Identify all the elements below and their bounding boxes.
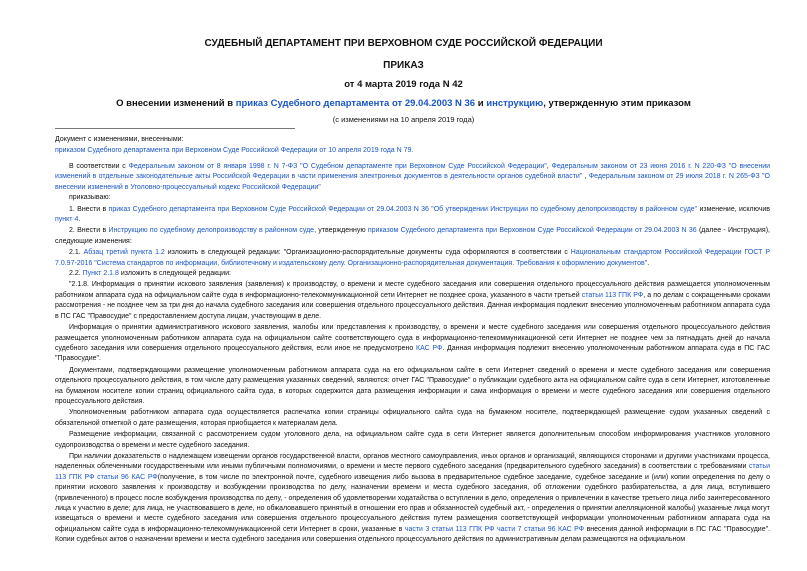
clause-link[interactable]: Пункт 2.1.8 <box>82 270 119 278</box>
paragraph-item-2 <box>55 226 770 247</box>
text: , утвержденную <box>314 227 368 235</box>
text: . Данная информация подлежит внесению уполномоченным работником аппарата суда в ПС ГАС "Правосудие". <box>55 344 770 363</box>
order-link[interactable]: приказом Судебного департамента при Верховном Суде Российской Федерации от 29.04.2003 N 36 <box>367 227 697 235</box>
paragraph-order: приказываю: <box>69 194 111 202</box>
paragraph-item-1 <box>55 205 770 226</box>
paragraph-item-2-1 <box>55 248 770 269</box>
doc-type: ПРИКАЗ <box>383 60 424 71</box>
paragraph-preamble <box>55 162 770 193</box>
text: Информация о принятии административного искового заявления, жалобы или представления к производству, о времени и месте судебного заседания или совершения отдельного процессуального действия размещается уполномоченным работником аппарата суда на официальном сайте соответствующего суда в информационно-телекоммуникационной сети Интернет не позднее чем за пятнадцать дней до начала судебного заседания или совершения отдельного процессуального действия, если иное не предусмотрено <box>55 324 770 352</box>
text: изменение, исключив <box>697 205 770 213</box>
amendment-note-label: Документ с изменениями, внесенными: <box>55 136 184 143</box>
paragraph-item-2-2 <box>55 269 770 279</box>
doc-title <box>0 98 807 109</box>
paragraph-printout: Уполномоченным работником аппарата суда осуществляется распечатка копии страницы официального сайта суда на бумажном носителе, подтверждающей размещение судом указанных сведений с обязательной отметкой о дате размещения, которая приобщается к материалам дела. <box>55 409 770 427</box>
text: 2. Внести в <box>69 227 109 235</box>
clause-link[interactable]: Абзац третий пункта 1.2 <box>83 249 165 257</box>
text: "2.1.8. Информация о принятии искового заявления (заявления) к производству, о времени и месте судебного заседания или совершения отдельного процессуального действия размещается уполномоченным работником аппарата суда на официальном сайте суда в информационно-телекоммуникационной сети Интернет не позднее срока, указанного в части третьей <box>55 281 770 299</box>
law-link[interactable]: Федеральным законом от 8 января 1998 г. N 7-ФЗ "О Судебном департаменте при Верховном Суде Российской Федерации" <box>128 163 547 170</box>
clause-link[interactable]: пункт 4 <box>55 216 79 224</box>
text: , <box>546 163 552 170</box>
paragraph-2-1-8 <box>55 280 770 322</box>
divider <box>55 128 295 129</box>
title-text: О внесении изменений в <box>116 98 236 109</box>
text: , а по делам с сокращенными сроками рассмотрения - не позднее чем за три дня до начала судебного заседания или совершения отдельного процессуального действия. Данная информация подлежит внесению уполномоченным работником аппарата суда в ПС ГАС "Правосудие" с предоставлением доступа лицам, участвующим в деле. <box>55 291 770 320</box>
edition-note: (с изменениями на 10 апреля 2019 года) <box>332 115 475 124</box>
title-text: и <box>475 98 487 109</box>
text: . <box>78 216 81 224</box>
text: 2.2. <box>69 270 83 278</box>
text: . <box>647 259 650 267</box>
instruction-link[interactable]: Инструкцию по судебному делопроизводству в районном суде <box>108 227 315 235</box>
paragraph-criminal: Размещение информации, связанной с рассмотрением судом уголовного дела, на официальном сайте суда в сети Интернет является дополнительным способом информирования участников уголовного судопроизводства о времени и месте судебного заседания. <box>55 431 770 449</box>
text: 2.1. <box>69 249 84 257</box>
code-link[interactable]: части 7 статьи 96 КАС РФ <box>497 525 585 533</box>
code-link[interactable]: КАС РФ <box>416 344 443 352</box>
text: При наличии доказательств о надлежащем извещении органов государственной власти, органов местного самоуправления, иных органов и организаций, являющихся сторонами и другими участниками процесса, наделенных облеченными государственными или иными публичными полномочиями, о времени и месте первого судебного заседания (предварительного судебного заседания) в соответствии с требованиями <box>55 452 770 471</box>
paragraph-notification <box>55 452 770 546</box>
title-link-order[interactable]: приказ Судебного департамента от 29.04.2003 N 36 <box>235 98 476 109</box>
text: (далее - Инструкция), следующие изменения: <box>55 227 770 245</box>
law-link[interactable]: Федеральным законом от 29 июля 2018 г. N 265-ФЗ "О внесении изменений в Уголовно-процессуальный кодекс Российской Федерации" <box>55 173 770 191</box>
paragraph-documents: Документами, подтверждающими размещение уполномоченным работником аппарата суда на его официальном сайте в сети Интернет сведений о времени и месте судебного заседания или совершения отдельного процессуального действия, в том числе дату размещения указанных сведений, являются: отчет ГАС "Правосудие" о публикации судебного акта на официальном сайте суда в сети Интернет, изготовленные на бумажном носителе копии страниц официального сайта суда, в которых содержится дата размещения информации и сама информация о времени и месте судебного заседания или совершения отдельного процессуального действия. <box>55 366 770 405</box>
code-link[interactable]: статьи 113 ГПК РФ <box>581 291 644 299</box>
text: (получение, в том числе по электронной почте, судебного извещения либо вызова в предварительное судебное заседание, судебное заседание и (или) копии определения по делу о принятии искового заявления к производству и возбуждении производства по делу, назначении времени и места судебного заседания, об отложении судебного разбирательства, а для лица, вступившего (привлеченного) в процесс после возбуждения производства по делу, - определения об удовлетворении ходатайства о вступлении в дело, определения о привлечении в качестве третьего лица либо заинтересованного лица к участию в деле; для лица, не участвовавшего в деле, но обжаловавшего принятый в отношении его прав и обязанностей судебный акт, - определения о принятии апелляционной жалобы) указанные лица могут извещаться о времени и месте судебного заседания или совершения отдельного процессуального действия путем размещения соответствующей информации уполномоченным работником аппарата суда на официальном сайте суда в информационно-телекоммуникационной сети Интернет в сроки, указанные в <box>55 473 770 533</box>
code-link[interactable]: статьи 113 ГПК РФ <box>55 463 770 481</box>
amendment-note <box>55 134 413 156</box>
text: В соответствии с <box>69 163 129 170</box>
title-text: , утвержденную этим приказом <box>543 98 691 109</box>
text: изложить в следующей редакции: <box>118 270 231 278</box>
law-link[interactable]: Федеральным законом от 23 июня 2016 г. N 220-ФЗ "О внесении изменений в отдельные законодательные акты Российской Федерации в части применения электронных документов в деятельности органов судебной власти" <box>55 163 771 181</box>
order-link[interactable]: приказ Судебного департамента при Верховном Суде Российской Федерации от 29.04.2003 N 36 "Об утверждении Инструкции по судебному делопроизводству в районном суде" <box>108 205 698 213</box>
paragraph-admin-claims <box>55 323 770 365</box>
text: изложить в следующей редакции: "Организационно-распорядительные документы суда оформляются в соответствии с <box>164 249 571 257</box>
text: внесения данной информации в ПС ГАС "Правосудие". Копии судебных актов о назначении времени и места судебного заседания или совершения отдельного процессуального действия по административным делам размещаются на официальном <box>55 525 771 544</box>
code-link[interactable]: статьи 96 КАС РФ <box>97 473 158 481</box>
document-body <box>55 162 770 546</box>
code-link[interactable]: части 3 статьи 113 ГПК РФ <box>404 525 495 533</box>
amendment-note-link[interactable]: приказом Судебного департамента при Верховном Суде Российской Федерации от 10 апреля 2019 года N 79. <box>55 147 414 154</box>
text: , <box>582 173 589 181</box>
text: 1. Внести в <box>69 205 109 213</box>
doc-date-number: от 4 марта 2019 года N 42 <box>344 79 463 90</box>
title-link-instruction[interactable]: инструкцию <box>486 98 544 109</box>
org-title: СУДЕБНЫЙ ДЕПАРТАМЕНТ ПРИ ВЕРХОВНОМ СУДЕ РОССИЙСКОЙ ФЕДЕРАЦИИ <box>204 38 603 49</box>
gost-link[interactable]: Национальным стандартом Российской Федерации ГОСТ Р 7.0.97-2016 "Система стандартов по информации, библиотечному и издательскому делу. Организационно-распорядительная документация. Требования к оформлению документов" <box>55 249 771 267</box>
